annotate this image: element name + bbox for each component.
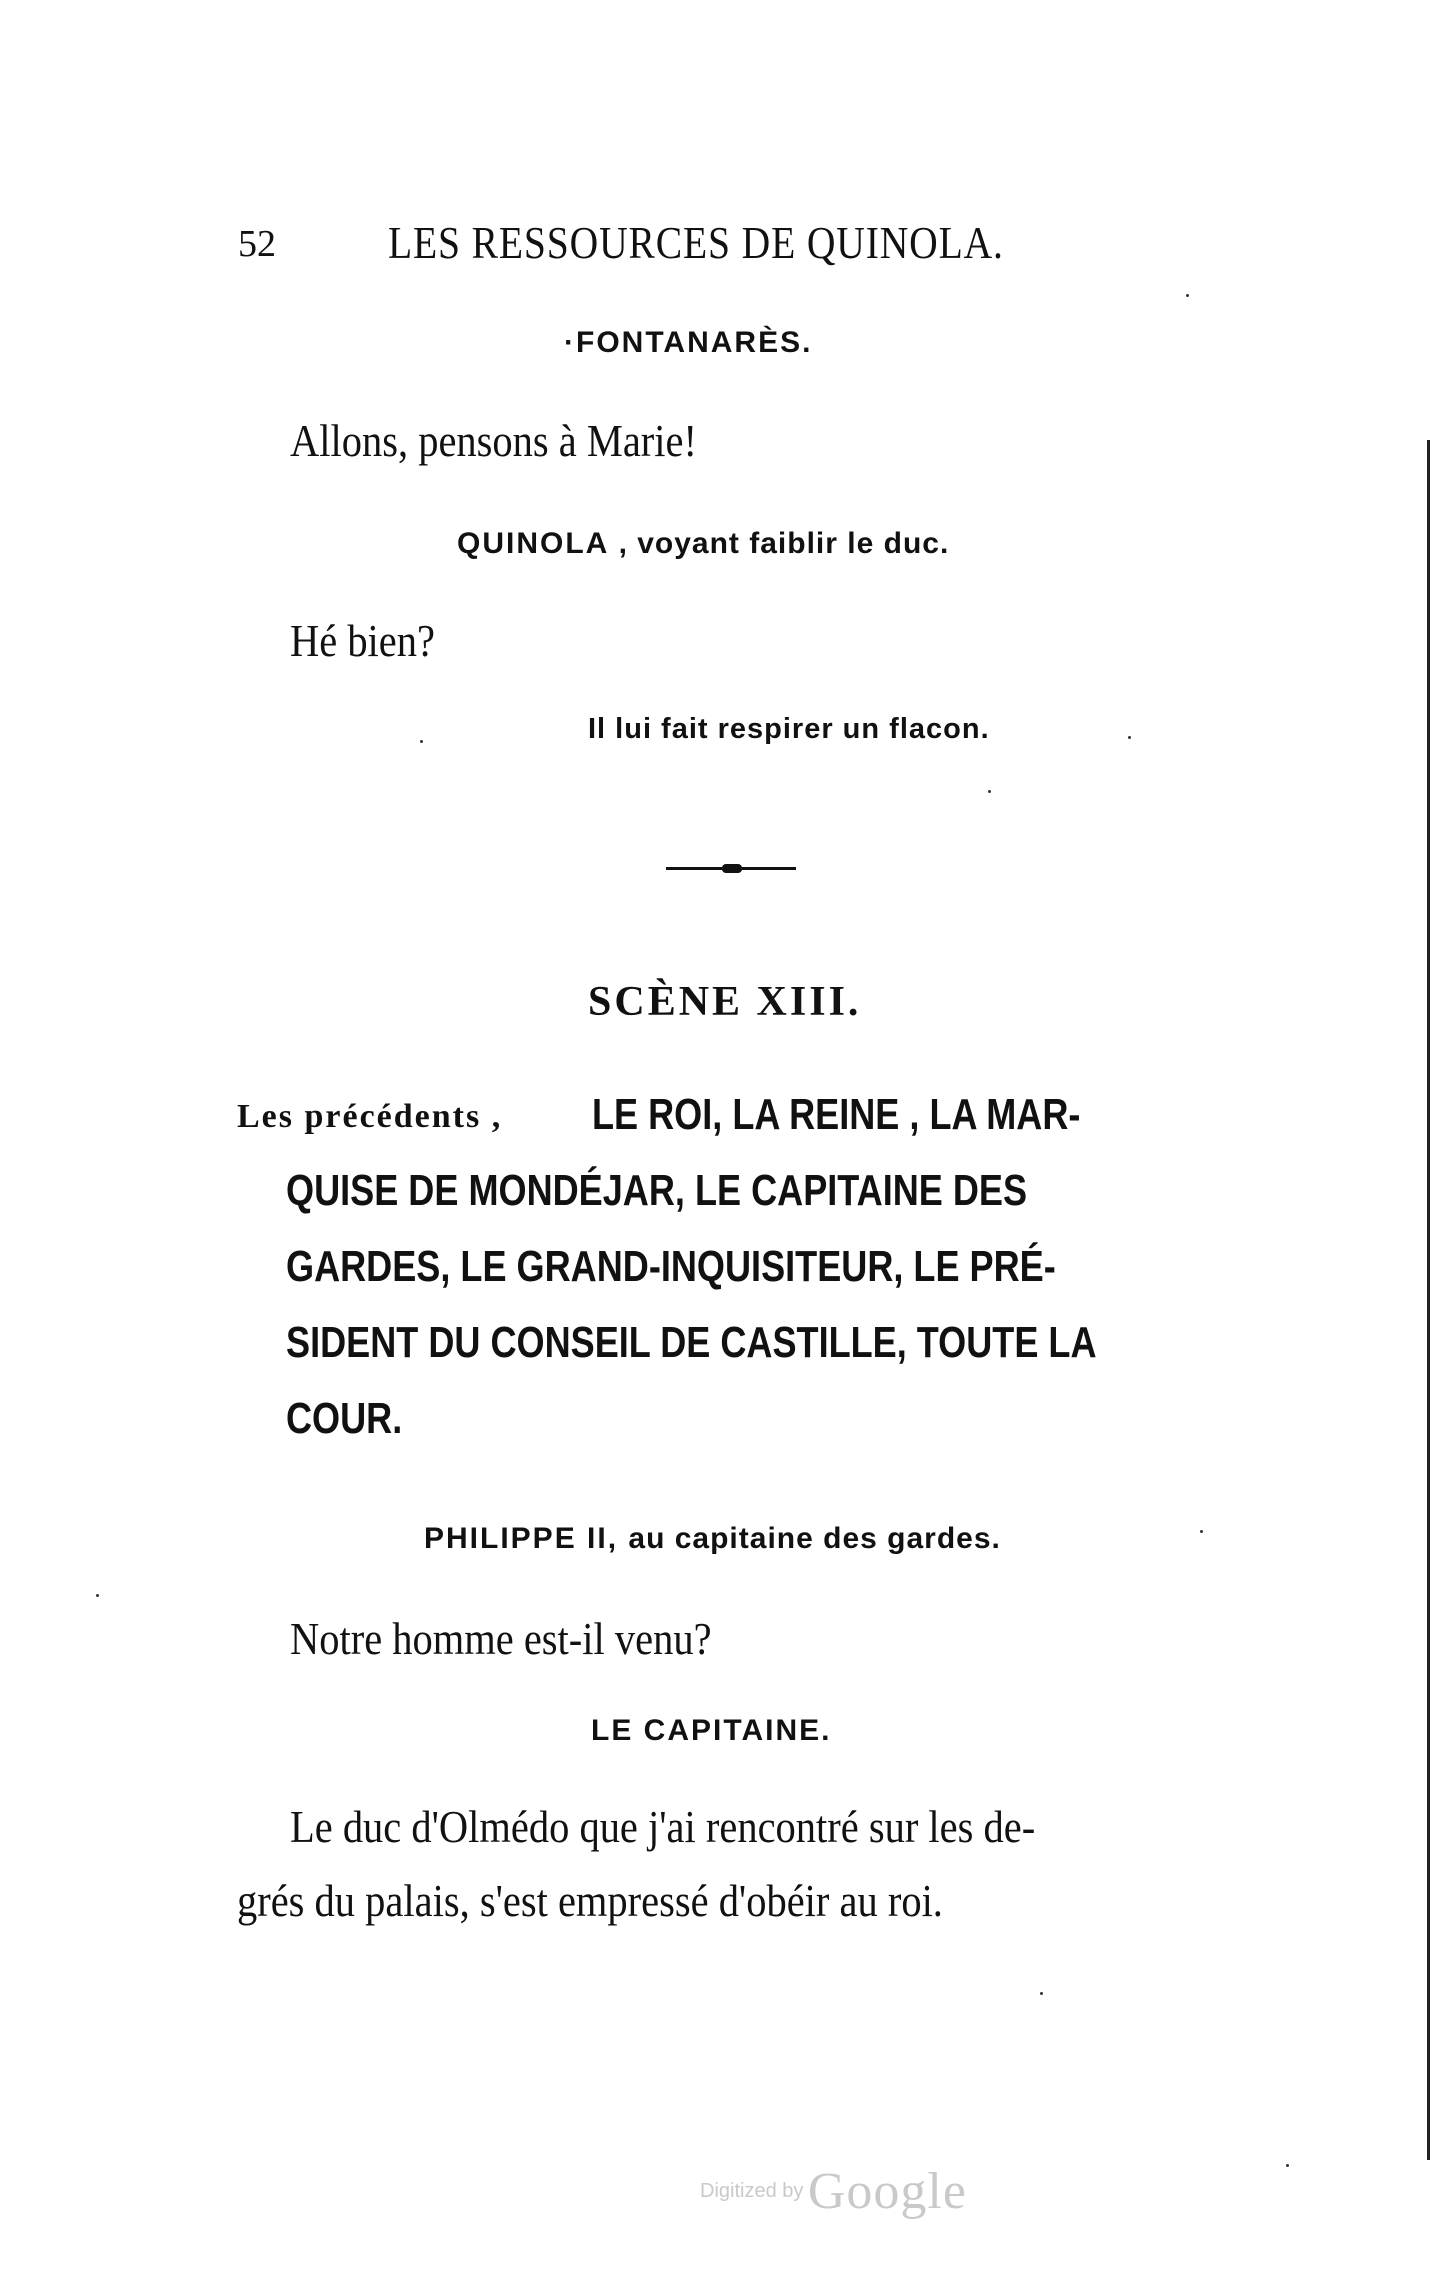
scan-speck (96, 1594, 99, 1597)
page-number: 52 (238, 223, 276, 265)
page-edge-rule (1427, 440, 1430, 2160)
speaker-philippe (424, 1522, 1001, 1556)
cast-line: COUR. (286, 1394, 403, 1443)
speaker-name: PHILIPPE II, (424, 1522, 619, 1555)
cast-line: QUISE DE MONDÉJAR, LE CAPITAINE DES (286, 1166, 1028, 1215)
speaker-quinola (457, 527, 949, 561)
speaker-direction: , voyant faiblir le duc. (618, 527, 950, 560)
scene-heading: SCÈNE XIII. (588, 979, 862, 1025)
scan-speck (1128, 736, 1131, 739)
scan-speck (1040, 1992, 1043, 1995)
speaker-direction: au capitaine des gardes. (628, 1522, 1001, 1555)
scan-speck (1286, 2164, 1289, 2167)
ornamental-divider (666, 866, 796, 871)
speech-line: Hé bien? (290, 615, 435, 666)
running-title: LES RESSOURCES DE QUINOLA. (388, 217, 1004, 268)
google-logo: Google (807, 2163, 967, 2220)
scan-speck (988, 790, 991, 793)
stage-direction: Il lui fait respirer un flacon. (588, 713, 990, 745)
scan-speck (1200, 1530, 1203, 1533)
speaker-fontanares: ·FONTANARÈS. (564, 326, 813, 359)
cast-line: SIDENT DU CONSEIL DE CASTILLE, TOUTE LA (286, 1318, 1097, 1367)
cast-lead: Les précédents , (237, 1098, 503, 1135)
cast-line: LE ROI, LA REINE , LA MAR- (592, 1090, 1081, 1139)
speech-line: grés du palais, s'est empressé d'obéir au roi. (237, 1875, 943, 1926)
scan-speck (420, 740, 423, 743)
speaker-capitaine: LE CAPITAINE. (591, 1714, 832, 1747)
cast-list-first-line (237, 1098, 502, 1136)
speech-line: Allons, pensons à Marie! (290, 415, 697, 466)
speech-line: Notre homme est-il venu? (290, 1613, 712, 1664)
speech-line: Le duc d'Olmédo que j'ai rencontré sur les de- (290, 1801, 1036, 1852)
scan-speck (1186, 294, 1189, 297)
watermark-prefix: Digitized by (700, 2180, 804, 2202)
digitized-by-google-watermark (700, 2162, 967, 2221)
speaker-name: QUINOLA (457, 527, 609, 560)
cast-line: GARDES, LE GRAND-INQUISITEUR, LE PRÉ- (286, 1242, 1056, 1291)
